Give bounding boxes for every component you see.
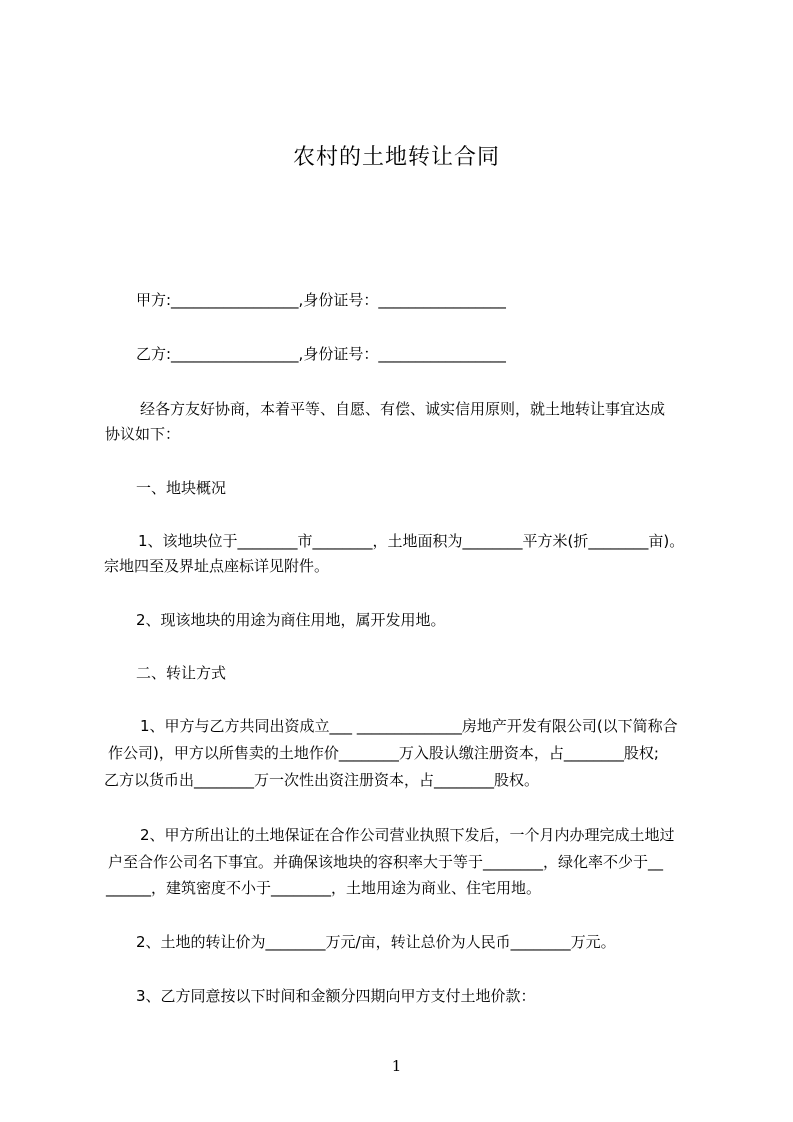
section-1-item-1-line-2: 宗地四至及界址点座标详见附件。 [104, 557, 330, 575]
section-2-item-1-line-3: 乙方以货币出________万一次性出资注册资本，占________股权。 [104, 771, 540, 789]
section-2-item-4: 3、乙方同意按以下时间和金额分四期向甲方支付土地价款： [136, 987, 536, 1005]
section-1-heading: 一、地块概况 [136, 479, 227, 497]
section-2-item-1-line-1: 1、甲方与乙方共同出资成立___ ______________房地产开发有限公司(以下简称合 [140, 717, 678, 735]
intro-line-2: 协议如下： [105, 425, 181, 443]
section-2-item-2-line-2: 户至合作公司名下事宜。并确保该地块的容积率大于等于________，绿化率不少于__ [108, 853, 664, 871]
document-title: 农村的土地转让合同 [292, 145, 500, 170]
section-2-item-2-line-3: ______，建筑密度不小于________，土地用途为商业、住宅用地。 [106, 879, 542, 897]
section-1-item-1-line-1: 1、该地块位于________市________，土地面积为________平方米(折________亩)。 [138, 532, 685, 550]
page-number: 1 [391, 1057, 402, 1075]
section-1-item-2: 2、现该地块的用途为商住用地，属开发用地。 [136, 611, 446, 629]
party-b-line: 乙方:_________________,身份证号：_________________ [136, 345, 506, 363]
section-2-item-3: 2、土地的转让价为________万元/亩，转让总价为人民币________万元。 [136, 933, 616, 951]
intro-line-1: 经各方友好协商，本着平等、自愿、有偿、诚实信用原则，就土地转让事宜达成 [140, 400, 666, 418]
party-a-line: 甲方:_________________,身份证号：_________________ [136, 291, 506, 309]
section-2-heading: 二、转让方式 [136, 664, 227, 682]
section-2-item-1-line-2: 作公司)，甲方以所售卖的土地作价________万入股认缴注册资本，占________股权; [108, 744, 659, 762]
section-2-item-2-line-1: 2、甲方所出让的土地保证在合作公司营业执照下发后，一个月内办理完成土地过 [140, 826, 675, 844]
